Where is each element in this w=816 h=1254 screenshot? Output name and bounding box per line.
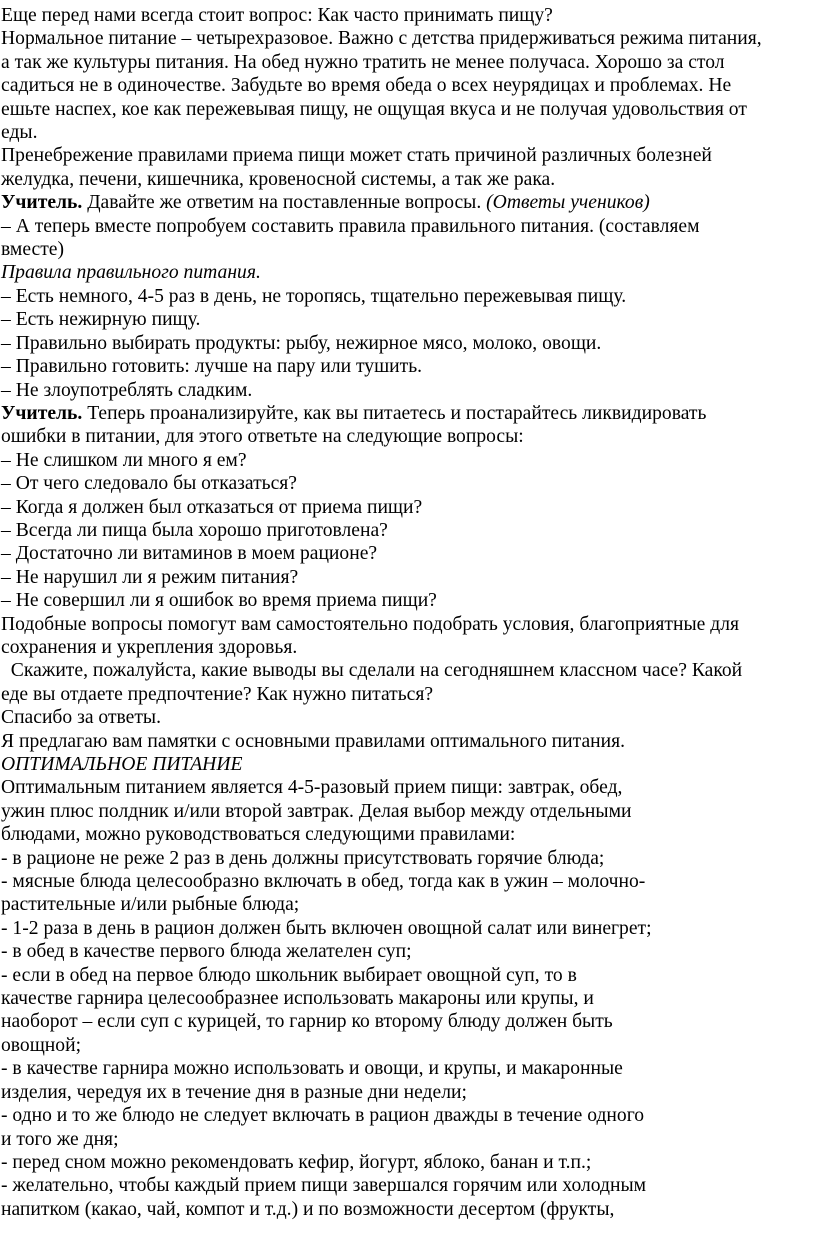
- text-line: сохранения и укрепления здоровья.: [1, 636, 298, 658]
- thanks-line: Спасибо за ответы.: [1, 707, 161, 729]
- text-line: наоборот – если суп с курицей, то гарнир ко второму блюду должен быть: [1, 1011, 613, 1033]
- text-line: овощной;: [1, 1034, 82, 1056]
- text-line: Нормальное питание – четырехразовое. Важно с детства придерживаться режима питания,: [1, 28, 762, 50]
- text-line: растительные и/или рыбные блюда;: [1, 894, 300, 916]
- teacher-label: Учитель.: [1, 402, 83, 424]
- text-line: - в обед в качестве первого блюда желателен суп;: [1, 941, 412, 963]
- list-item: – От чего следовало бы отказаться?: [1, 473, 298, 495]
- list-item: – Всегда ли пища была хорошо приготовлена?: [1, 519, 388, 541]
- text-line: - если в обед на первое блюдо школьник выбирает овощной суп, то в: [1, 964, 577, 986]
- text-line: Скажите, пожалуйста, какие выводы вы сделали на сегодняшнем классном часе? Какой: [1, 660, 743, 682]
- teacher-remark-answers: [1, 191, 813, 214]
- text-line: а так же культуры питания. На обед нужно тратить не менее получаса. Хорошо за стол: [1, 51, 725, 73]
- text-line: - в рационе не реже 2 раз в день должны присутствовать горячие блюда;: [1, 847, 605, 869]
- optimal-heading: ОПТИМАЛЬНОЕ ПИТАНИЕ: [1, 754, 243, 775]
- text-line: - желательно, чтобы каждый прием пищи завершался горячим или холодным: [1, 1175, 647, 1197]
- text-line: напитком (какао, чай, компот и т.д.) и по возможности десертом (фрукты,: [1, 1198, 615, 1220]
- list-item: – Не злоупотреблять сладким.: [1, 379, 253, 401]
- text-line: ошибки в питании, для этого ответьте на следующие вопросы:: [1, 426, 524, 448]
- list-item: – Правильно выбирать продукты: рыбу, нежирное мясо, молоко, овощи.: [1, 332, 602, 354]
- text-line: - одно и то же блюдо не следует включать в рацион дважды в течение одного: [1, 1105, 645, 1127]
- list-item: – Есть немного, 4-5 раз в день, не торопясь, тщательно пережевывая пищу.: [1, 285, 627, 307]
- text-line: - в качестве гарнира можно использовать и овощи, и крупы, и макаронные: [1, 1058, 623, 1080]
- text-line: - 1-2 раза в день в рацион должен быть включен овощной салат или винегрет;: [1, 917, 652, 939]
- text-line: садиться не в одиночестве. Забудьте во время обеда о всех неурядицах и проблемах. Не: [1, 75, 732, 97]
- text-line: Пренебрежение правилами приема пищи может стать причиной различных болезней: [1, 145, 712, 167]
- teacher-label: Учитель.: [1, 192, 83, 214]
- neglect-paragraph: [1, 144, 813, 191]
- text-line: ужин плюс полдник и/или второй завтрак. Делая выбор между отдельными: [1, 800, 632, 822]
- conclusion-paragraph: [1, 659, 813, 706]
- list-item: – Правильно готовить: лучше на пару или тушить.: [1, 356, 423, 378]
- teacher-remark-text: Давайте же ответим на поставленные вопросы.: [82, 192, 487, 214]
- text-line: – А теперь вместе попробуем составить правила правильного питания. (составляем: [1, 215, 700, 237]
- compose-rules-paragraph: [1, 215, 813, 262]
- text-line: - перед сном можно рекомендовать кефир, йогурт, яблоко, банан и т.п.;: [1, 1151, 592, 1173]
- memo-offer-line: Я предлагаю вам памятки с основными правилами оптимального питания.: [1, 730, 626, 752]
- text-line: ешьте наспех, кое как пережевывая пищу, не ощущая вкуса и не получая удовольствия от: [1, 98, 747, 120]
- intro-question: Еще перед нами всегда стоит вопрос: Как часто принимать пищу?: [1, 5, 553, 26]
- text-line: вместе): [1, 239, 64, 261]
- text-line: блюдами, можно руководствоваться следующими правилами:: [1, 824, 516, 846]
- text-line: изделия, чередуя их в течение дня в разные дни недели;: [1, 1081, 467, 1103]
- list-item: – Достаточно ли витаминов в моем рационе?: [1, 543, 378, 565]
- text-line: Оптимальным питанием является 4-5-разовый прием пищи: завтрак, обед,: [1, 777, 623, 799]
- text-line: Подобные вопросы помогут вам самостоятельно подобрать условия, благоприятные для: [1, 613, 739, 635]
- list-item: – Не слишком ли много я ем?: [1, 449, 247, 471]
- list-item: – Когда я должен был отказаться от приема пищи?: [1, 496, 423, 518]
- questions-help-paragraph: [1, 613, 813, 660]
- rules-heading: Правила правильного питания.: [1, 262, 261, 284]
- text-line: качестве гарнира целесообразнее использовать макароны или крупы, и: [1, 988, 594, 1010]
- text-line: - мясные блюда целесообразно включать в обед, тогда как в ужин – молочно-: [1, 871, 646, 893]
- students-answers-note: (Ответы учеников): [486, 192, 650, 214]
- questions-list: [1, 449, 813, 613]
- text-line: еде вы отдаете предпочтение? Как нужно питаться?: [1, 683, 434, 705]
- text-line: и того же дня;: [1, 1128, 119, 1150]
- rules-list: [1, 285, 813, 402]
- teacher-remark-analysis: [1, 402, 813, 449]
- list-item: – Не нарушил ли я режим питания?: [1, 566, 299, 588]
- optimal-intro-paragraph: [1, 776, 813, 846]
- text-line: еды.: [1, 122, 38, 144]
- list-item: – Не совершил ли я ошибок во время приема пищи?: [1, 590, 437, 612]
- meal-paragraph: [1, 27, 813, 144]
- optimal-rules-list: [1, 847, 813, 1222]
- list-item: – Есть нежирную пищу.: [1, 309, 201, 331]
- teacher-remark-text: Теперь проанализируйте, как вы питаетесь и постарайтесь ликвидировать: [82, 402, 707, 424]
- text-line: желудка, печени, кишечника, кровеносной системы, а так же рака.: [1, 168, 556, 190]
